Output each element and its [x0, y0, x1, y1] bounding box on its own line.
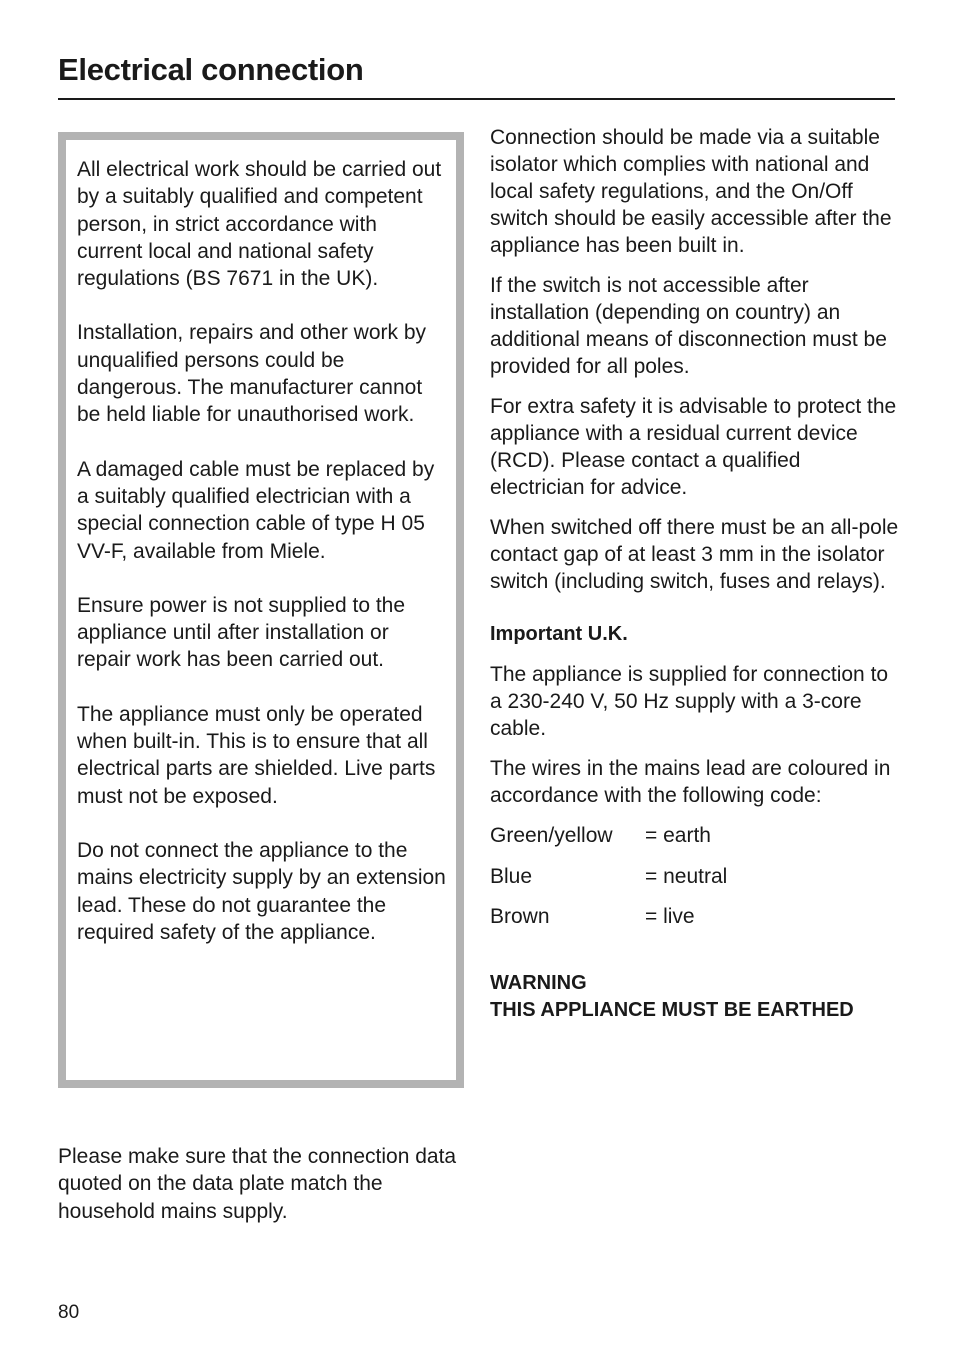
- warning-text: THIS APPLIANCE MUST BE EARTHED: [490, 999, 854, 1021]
- warning-label: WARNING: [490, 971, 587, 994]
- wire-row: [490, 903, 900, 944]
- wire-color: Green/yellow: [490, 824, 613, 847]
- body-paragraph: Connection should be made via a suitable isolator which complies with national and local safety regulations, and the On/Off switch should be easily accessible after the appliance has been built in.: [490, 126, 892, 257]
- wire-color-code-table: [490, 822, 900, 944]
- body-paragraph: For extra safety it is advisable to protect the appliance with a residual current device (RCD). Please contact a qualified electrician for advice.: [490, 395, 897, 499]
- body-paragraph: If the switch is not accessible after installation (depending on country) an additional means of disconnection must be provided for all poles.: [490, 274, 887, 378]
- body-paragraph: The appliance is supplied for connection to a 230-240 V, 50 Hz supply with a 3-core cable.: [490, 663, 889, 740]
- title-divider: [58, 98, 895, 100]
- warning-paragraph: The appliance must only be operated when built-in. This is to ensure that all electrical parts are shielded. Live parts must not be exposed.: [77, 702, 436, 808]
- wire-row: [490, 822, 900, 863]
- wire-color: Blue: [490, 864, 533, 888]
- wire-meaning: = live: [645, 905, 695, 928]
- page-title: Electrical connection: [58, 52, 364, 87]
- right-column: [490, 124, 900, 1025]
- uk-heading: Important U.K.: [490, 623, 628, 645]
- warning-paragraph: Ensure power is not supplied to the appliance until after installation or repair work has been carried out.: [77, 593, 406, 672]
- warning-paragraph: A damaged cable must be replaced by a suitably qualified electrician with a special connection cable of type H 05 VV-F, available from Miele.: [77, 457, 435, 563]
- wire-meaning: = neutral: [645, 864, 728, 888]
- warning-paragraph: All electrical work should be carried out by a suitably qualified and competent person, in strict accordance with current local and national safety regulations (BS 7671 in the UK).: [77, 158, 442, 291]
- page-number: 80: [58, 1302, 80, 1323]
- wire-meaning: = earth: [645, 824, 711, 847]
- earthing-warning: [490, 970, 900, 1025]
- wire-row: [490, 863, 900, 904]
- warning-paragraph: Installation, repairs and other work by unqualified persons could be dangerous. The manufacturer cannot be held liable for unauthorised work.: [77, 321, 427, 427]
- warning-paragraph: Do not connect the appliance to the mains electricity supply by an extension lead. These do not guarantee the required safety of the appliance.: [77, 838, 446, 944]
- body-paragraph: The wires in the mains lead are coloured in accordance with the following code:: [490, 757, 891, 807]
- safety-warning-box: [58, 132, 464, 1088]
- data-plate-note: Please make sure that the connection data quoted on the data plate match the household mains supply.: [58, 1145, 457, 1223]
- body-paragraph: When switched off there must be an all-pole contact gap of at least 3 mm in the isolator switch (including switch, fuses and relays).: [490, 516, 899, 593]
- wire-color: Brown: [490, 905, 550, 928]
